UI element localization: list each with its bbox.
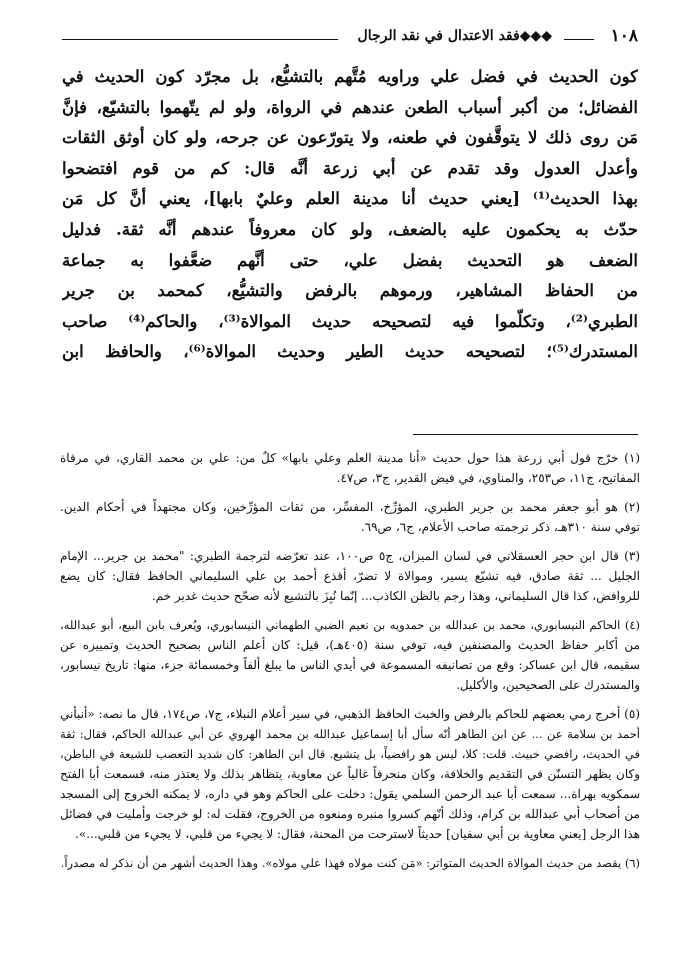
text-line: وأعدل العدول وقد تقدم عن أبي زرعة أنَّه قال: كم من قوم افتضحوا — [62, 158, 638, 178]
footnote-line: المفاتيح، ج١١، ص٢٥٣، والمناوي، في فيض القدير، ج٣، ص٤٧. — [336, 471, 640, 485]
footnote-line: توفي سنة ٣١٠هـ، ذكر ترجمته صاحب الأعلام، ج٦، ص٦٩. — [360, 520, 640, 534]
footnote-5 — [60, 704, 640, 844]
footnote-line: هذا الرجل [يعني معاوية بن أبي سفيان] حديثاً لاسترحت من المحنة، فقال: لا يجيء من قلبي، لا يجيء من قلبي...». — [75, 827, 640, 841]
text-line: الطبري⁽²⁾، وتكلّموا فيه لتصحيحه حديث الموالاة⁽³⁾، والحاكم⁽⁴⁾ صاحب — [62, 311, 638, 331]
footnote-3 — [60, 546, 640, 606]
footnote-line: (٢) هو أبو جعفر محمد بن جرير الطبري، المؤرِّخ، المفسِّر، من ثقات المؤرِّخين، وكان مجتهداً في أحكام الدين. — [60, 500, 640, 514]
page-header — [62, 24, 638, 50]
footnote-6 — [60, 853, 640, 873]
text-line: المستدرك⁽⁵⁾؛ لتصحيحه حديث الطير وحديث الموالاة⁽⁶⁾، والحافظ ابن — [62, 342, 638, 362]
footnotes — [60, 448, 640, 882]
text-line: الفضائل؛ من أكبر أسباب الطعن عندهم في الرواة، ولو لم يتّهموا بالتشيّع، فإنَّ — [62, 97, 638, 117]
footnote-1 — [60, 448, 640, 488]
footnote-line: للروافض، كذا قال السليماني، وهذا رجم بالظن الكاذب... إنّما نُبِزَ بالتشيع لأنه صحّح حديث غدير خم. — [151, 589, 640, 603]
running-title: ◆◆◆فقد الاعتدال في نقد الرجال — [357, 28, 552, 44]
text-line: حدّث به يحكمون عليه بالضعف، ولو كان معروفاً عندهم أنَّه ثقة. فدليل — [62, 219, 638, 239]
text-line: كون الحديث في فضل علي وراويه مُتَّهم بالتشيُّع، بل مجرّد كون الحديث في — [62, 67, 638, 86]
footnote-line: (٤) الحاكم النيسابوري، محمد بن عبدالله بن حمدويه بن نعيم الضبي الطهماني النيسابوري، ويُعرف بابن البيع، أبو عبدالله، — [60, 618, 640, 632]
footnote-line: (١) خرّج قول أبي زرعة هذا حول حديث «أنا مدينة العلم وعلي بابها» كلٌ من: علي بن محمد القاري، في مرقاة — [60, 451, 640, 465]
header-rule-short — [564, 39, 594, 40]
main-text — [62, 62, 638, 368]
text-line: بهذا الحديث⁽¹⁾ [يعني حديث أنا مدينة العلم وعليٌ بابها]، يعني أنَّ كل مَن — [62, 189, 638, 209]
footnote-line: (٥) أخرج رمي بعضهم للحاكم بالرفض والخبث الحافظ الذهبي، في سير أعلام النبلاء، ج٧، ص١٧٤، قال ما نصه: «أنبأني — [60, 707, 640, 721]
footnote-line: وكان يظهر التسنّن في التقديم والخلافة، وكان منحرفاً غالياً عن معاوية، يتظاهر بذلك ولا يعتذر منه، فسمعت أبا الفتح — [60, 767, 640, 781]
footnote-line: سقيمه، قال ابن عساكر: وقع من تصانيفه المسموعة في أيدي الناس ما يبلغ ألفاً وخمسمائة جزء، منها: تاريخ نيسابور، — [60, 658, 640, 672]
text-line: الضعف هو التحديث بفضل علي، حتى أنَّهم ضعَّفوا به جماعة — [62, 250, 638, 270]
footnote-4 — [60, 615, 640, 695]
footnote-line: في الحديث، رافضي خبيث. قلت: كلا، ليس هو رافضياً، بل يتشيع. قال ابن الطاهر: كان شديد التعصب للشيعة في الباطن، — [60, 747, 640, 761]
text-line: مَن روى ذلك لا يتوقَّفون في طعنه، ولا يتورّعون عن جرحه، ولو كان أوثق الثقات — [62, 128, 638, 148]
footnote-line: أحمد بن سلامة عن ... عن ابن الطاهر أنّه سأل أبا إسماعيل عبدالله بن محمد الهروي عن أبي عبدالله الحاكم، فقال: ثقة — [60, 727, 640, 741]
footnote-separator — [413, 434, 638, 435]
footnote-line: (٣) قال ابن حجر العسقلاني في لسان الميزان، ج٥ ص١٠٠، عند تعرّضه لترجمة الطبري: "محمد بن جرير... الإمام — [60, 549, 640, 563]
footnote-line: والمستدرك على الصحيحين، والأكليل. — [456, 678, 640, 692]
footnote-line: سمكويه بهراة... سمعت أبا عبد الرحمن السلمي يقول: دخلت على الحاكم وهو في داره، لا يمكنه الخروج إلى المسجد — [60, 787, 640, 801]
footnote-line: من أكابر حفاظ الحديث والمصنفين فيه، توفي سنة (٤٠٥هـ)، قيل: كان أعلم الناس بصحيح الحديث وتمييزه عن — [60, 638, 640, 652]
footnote-2 — [60, 497, 640, 537]
footnote-line: من أصحاب أبي عبدالله بن كرام، وذلك أنّهم كسروا منبره ومنعوه من الخروج، فقلت له: لو خرجت وأمليت في فضائل — [60, 807, 640, 821]
page-number: ١٠٨ — [610, 26, 638, 46]
footnote-line: الجليل ... ثقة صادق، فيه تشيّع يسير، وموالاة لا تضرّ، أقذع أحمد بن علي السليماني الحافظ فقال: كان يضع — [60, 569, 640, 583]
text-line: من الحفاظ المشاهير، ورموهم بالرفض والتشيُّع، كمحمد بن جرير — [62, 281, 638, 301]
footnote-line: (٦) يقصد من حديث الموالاة الحديث المتواتر: «مَن كنت مولاه فهذا علي مولاه». وهذا الحديث أشهر من أن نذكر له مصدراً. — [60, 856, 640, 870]
header-rule-long — [62, 39, 338, 40]
